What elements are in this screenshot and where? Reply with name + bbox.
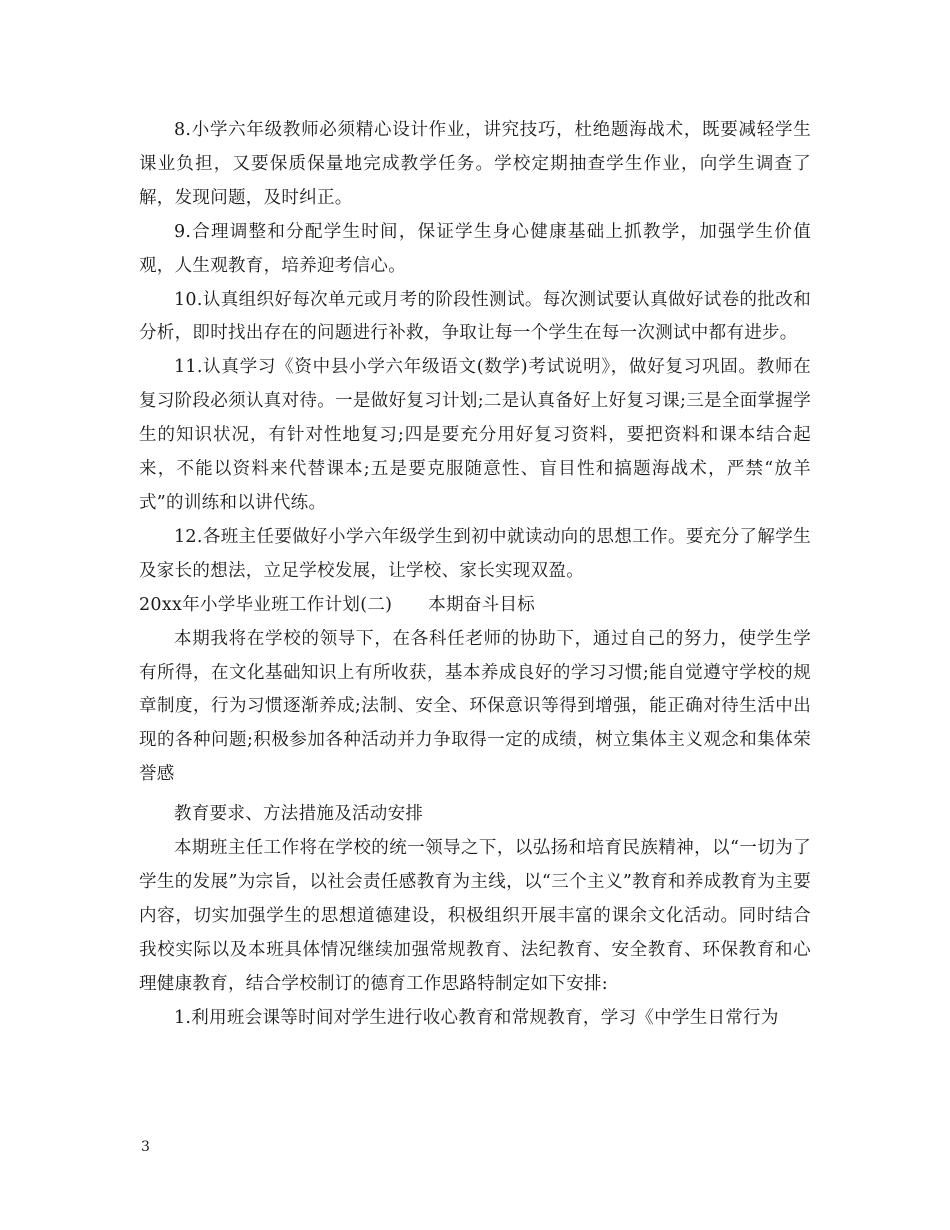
- paragraph-item-8: 8.小学六年级教师必须精心设计作业，讲究技巧，杜绝题海战术，既要减轻学生课业负担，又要保质保量地完成教学任务。学校定期抽查学生作业，向学生调查了解，发现问题，及时纠正。: [139, 120, 811, 208]
- paragraph-item-11: 11.认真学习《资中县小学六年级语文(数学)考试说明》，做好复习巩固。教师在复习阶段必须认真对待。一是做好复习计划;二是认真备好上好复习课;三是全面掌握学生的知识状况，有针对性地复习;四是要充分用好复习资料，要把资料和课本结合起来，不能以资料来代替课本;五是要克服随意性、盲目性和搞题海战术，严禁“放羊式”的训练和以讲代练。: [139, 357, 811, 513]
- goal-paragraph: 本期我将在学校的领导下，在各科任老师的协助下，通过自己的努力，使学生学有所得，在文化基础知识上有所收获，基本养成良好的学习习惯;能自觉遵守学校的规章制度，行为习惯逐渐养成;法制、安全、环保意识等得到增强，能正确对待生活中出现的各种问题;积极参加各种活动并力争取得一定的成绩，树立集体主义观念和集体荣誉感: [139, 628, 811, 785]
- plan-title: 20xx年小学毕业班工作计划(二): [139, 594, 393, 615]
- section-heading: 教育要求、方法措施及活动安排: [174, 804, 424, 825]
- paragraph-item-10: 10.认真组织好每次单元或月考的阶段性测试。每次测试要认真做好试卷的批改和分析，即时找出存在的问题进行补救，争取让每一个学生在每一次测试中都有进步。: [139, 289, 811, 344]
- page-number: 3: [141, 1139, 150, 1155]
- section-paragraph: 本期班主任工作将在学校的统一领导之下，以弘扬和培育民族精神，以“一切为了学生的发展”为宗旨，以社会责任感教育为主线，以“三个主义”教育和养成教育为主要内容，切实加强学生的思想道德建设，积极组织开展丰富的课余文化活动。同时结合我校实际以及本班具体情况继续加强常规教育、法纪教育、安全教育、环保教育和心理健康教育，结合学校制订的德育工作思路特制定如下安排:: [139, 838, 811, 994]
- paragraph-item-12: 12.各班主任要做好小学六年级学生到初中就读动向的思想工作。要充分了解学生及家长的想法，立足学校发展，让学校、家长实现双盈。: [139, 526, 811, 581]
- list-item-1: 1.利用班会课等时间对学生进行收心教育和常规教育，学习《中学生日常行为: [174, 1007, 779, 1028]
- paragraph-item-9: 9.合理调整和分配学生时间，保证学生身心健康基础上抓教学，加强学生价值观，人生观教育，培养迎考信心。: [139, 221, 811, 276]
- plan-title-line: [139, 589, 811, 623]
- goal-heading: 本期奋斗目标: [428, 594, 536, 615]
- document-body: [139, 114, 811, 1035]
